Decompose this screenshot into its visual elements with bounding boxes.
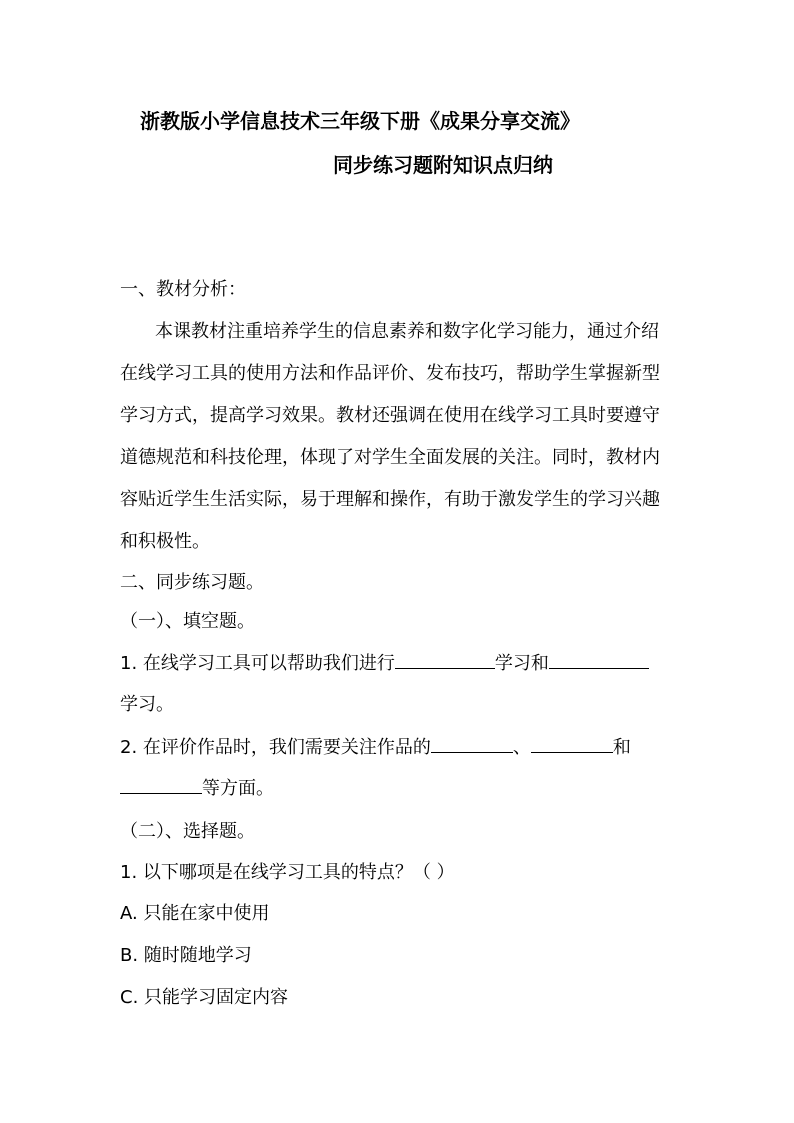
document-title-line-1: 浙教版小学信息技术三年级下册《成果分享交流》 — [140, 109, 580, 133]
choice-option-b[interactable]: B. 随时随地学习 — [120, 945, 252, 966]
subsection-heading-choice: （二）、选择题。 — [120, 821, 255, 842]
answer-blank[interactable] — [531, 734, 613, 753]
question-continuation: 学习。 — [120, 694, 174, 715]
document-title-line-2: 同步练习题附知识点归纳 — [333, 153, 553, 177]
section-heading-analysis: 一、教材分析： — [120, 279, 246, 300]
choice-option-a[interactable]: A. 只能在家中使用 — [120, 903, 270, 924]
paragraph-line: 在线学习工具的使用方法和作品评价、发布技巧，帮助学生掌握新型 — [120, 363, 660, 384]
paragraph-line: 和积极性。 — [120, 531, 210, 552]
fill-blank-question-2-cont — [120, 774, 274, 800]
answer-blank[interactable] — [120, 775, 202, 794]
question-text: 等方面。 — [202, 778, 274, 799]
answer-blank[interactable] — [431, 734, 513, 753]
paragraph-line: 容贴近学生生活实际，易于理解和操作，有助于激发学生的学习兴趣 — [120, 489, 660, 510]
question-text: 学习和 — [494, 653, 549, 674]
paragraph-line: 本课教材注重培养学生的信息素养和数字化学习能力，通过介绍 — [155, 321, 659, 342]
paragraph-line: 道德规范和科技伦理，体现了对学生全面发展的关注。同时，教材内 — [120, 447, 660, 468]
paragraph-line: 学习方式，提高学习效果。教材还强调在使用在线学习工具时要遵守 — [120, 405, 660, 426]
answer-blank[interactable] — [395, 650, 495, 669]
fill-blank-question-1 — [120, 649, 649, 675]
question-separator: 、 — [512, 737, 531, 758]
question-text: 1. 在线学习工具可以帮助我们进行 — [120, 653, 395, 674]
section-heading-exercises: 二、同步练习题。 — [120, 572, 264, 593]
question-text: 2. 在评价作品时，我们需要关注作品的 — [120, 737, 431, 758]
question-text: 和 — [612, 737, 631, 758]
choice-question-1: 1. 以下哪项是在线学习工具的特点？（ ） — [120, 862, 455, 883]
choice-option-c[interactable]: C. 只能学习固定内容 — [120, 987, 289, 1008]
subsection-heading-fill-blank: （一）、填空题。 — [120, 611, 255, 632]
answer-blank[interactable] — [549, 650, 649, 669]
fill-blank-question-2 — [120, 733, 631, 759]
